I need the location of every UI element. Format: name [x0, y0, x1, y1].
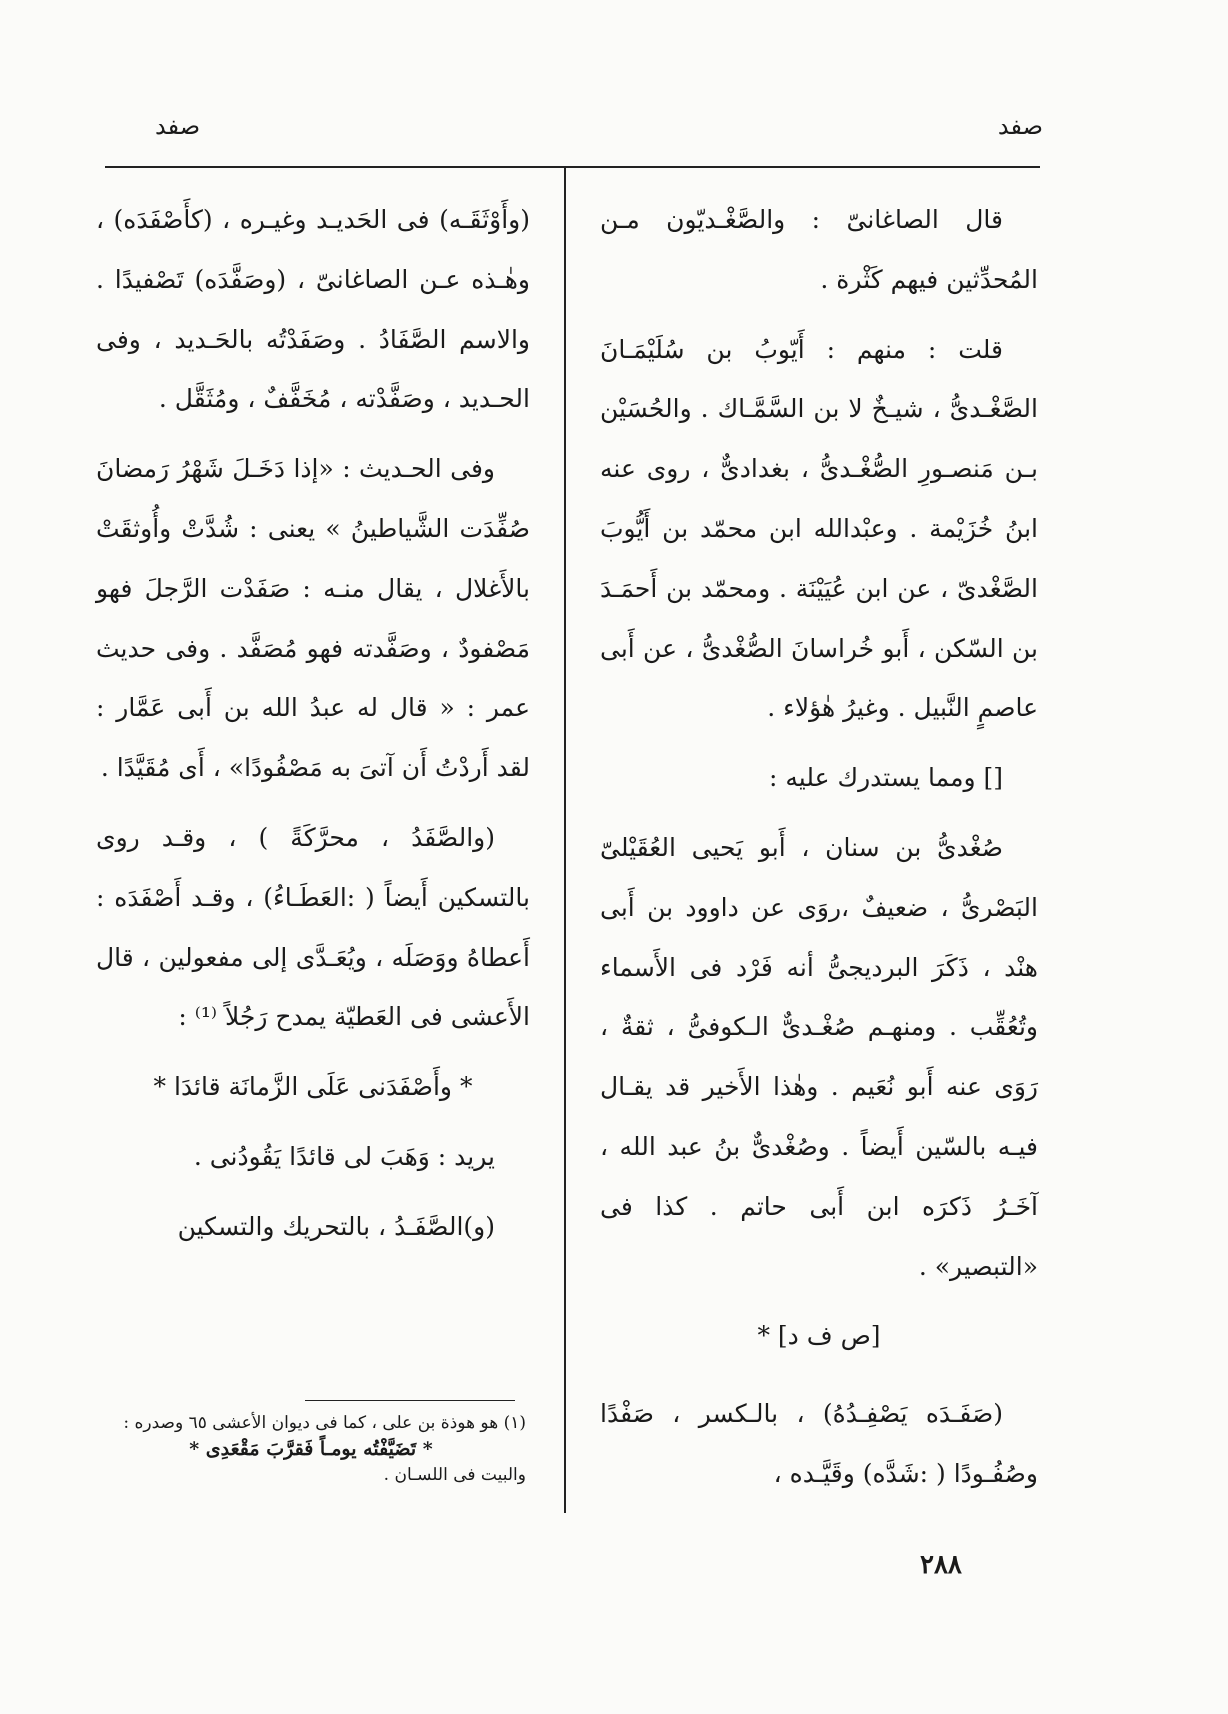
- right-column: [600, 190, 1038, 1514]
- paragraph: يريد : وَهَبَ لى قائدًا يَقُودُنى .: [193, 1141, 495, 1171]
- footnote: [96, 1410, 526, 1488]
- paragraph: (والصَّفَدُ ، محرَّكَةً ) ، وقـد روى بالتسكين أَيضاً ( :العَطَـاءُ) ، وقـد أَصْفَدَه : أَعطاهُ ووَصَلَه ، ويُعَـدَّى إلى مفعولين ، قال الأَعشى فى العَطيّة يمدح رَجُلاً ⁽¹⁾ :: [96, 822, 530, 1032]
- paragraph: صُغْدىُّ بن سنان ، أَبو يَحيى العُقَيْلىّ البَصْرىُّ ، ضعيفٌ ،روَى عن داوود بن أَبى هنْد ، ذَكَرَ البرديجىُّ أنه فَرْد فى الأَسماء وتُعُقِّب . ومنهـم صُغْـدىٌّ الـكوفىُّ ، ثقةٌ ، رَوَى عنه أَبو نُعَيم . وهٰذا الأَخير قد يقـال فيـه بالسّين أَيضاً . وصُغْدىٌّ بنُ عبد الله ، آخَـرُ ذَكرَه ابن أَبى حاتم . كذا فى «التبصير» .: [600, 832, 1038, 1281]
- footnote-verse: * تَضَيَّفْتُه يومـاً فَقرَّبَ مَقْعَدِى *: [189, 1438, 433, 1460]
- running-header-right: صفد: [997, 112, 1043, 140]
- footnote-line: والبيت فى اللسـان .: [383, 1465, 526, 1485]
- column-divider: [564, 168, 566, 1513]
- header-rule: [105, 166, 1040, 168]
- paragraph: قال الصاغانىّ : والصَّغْـديّون مـن المُحدِّثين فيهم كَثْرة .: [600, 205, 1038, 294]
- verse-line: * وأَصْفَدَنى عَلَى الزَّمانَة قائدَا *: [153, 1072, 473, 1102]
- paragraph: (و)الصَّفَـدُ ، بالتحريك والتسكين: [177, 1211, 495, 1241]
- paragraph: [] ومما يستدرك عليه :: [769, 763, 1003, 793]
- page-number: ٢٨٨: [920, 1550, 962, 1580]
- footnote-line: (١) هو هوذة بن على ، كما فى ديوان الأعشى ٦٥ وصدره :: [123, 1413, 526, 1433]
- paragraph: (صَفَـدَه يَصْفِـدُهُ) ، بالـكسر ، صَفْدًا وصُفُـودًا ( :شَدَّه) وقَيَّـده ،: [600, 1399, 1038, 1488]
- paragraph: وفى الحـديث : «إذا دَخَـلَ شَهْرُ رَمضانَ صُفِّدَت الشَّياطينُ » يعنى : شُدَّتْ وأُوثقَتْ بالأَغلال ، يقال منـه : صَفَدْت الرَّجلَ فهو مَصْفودٌ ، وصَفَّدته فهو مُصَفَّد . وفى حديث عمر : « قال له عبدُ الله بن أَبى عَمَّار : لقد أَردْتُ أَن آتىَ به مَصْفُودًا» ، أَى مُقَيَّدًا .: [96, 454, 530, 783]
- paragraph: قلت : منهم : أَيّوبُ بن سُلَيْمَـانَ الصَّغْـدىُّ ، شيـخٌ لا بن السَّمَّـاك . والحُسَيْن بـن مَنصـورِ الصُّغْـدىُّ ، بغدادىٌّ ، روى عنه ابنُ خُزَيْمة . وعبْدالله ابن محمّد بن أَيُّوبَ الصَّغْدىّ ، عن ابن عُيَيْنَة . ومحمّد بن أَحمَـدَ بن السّكن ، أَبو خُراسانَ الصُّغْدىُّ ، عن أَبى عاصمٍ النَّبيل . وغيرُ هٰؤلاء .: [600, 334, 1038, 723]
- entry-heading: [ص ف د] *: [757, 1321, 881, 1351]
- paragraph: (وأَوْثَقَـه) فى الحَديـد وغيـره ، (كأَصْفَدَه) ، وهٰـذه عـن الصاغانىّ ، (وصَفَّدَه) تَصْفيدًا . والاسم الصَّفَادُ . وصَفَدْتُه بالحَـديد ، وفى الحـديد ، وصَفَّدْته ، مُخَفَّفٌ ، ومُثَقَّل .: [96, 205, 530, 414]
- running-header-left: صفد: [155, 112, 201, 140]
- footnote-rule: [305, 1400, 515, 1401]
- left-column: [96, 190, 530, 1267]
